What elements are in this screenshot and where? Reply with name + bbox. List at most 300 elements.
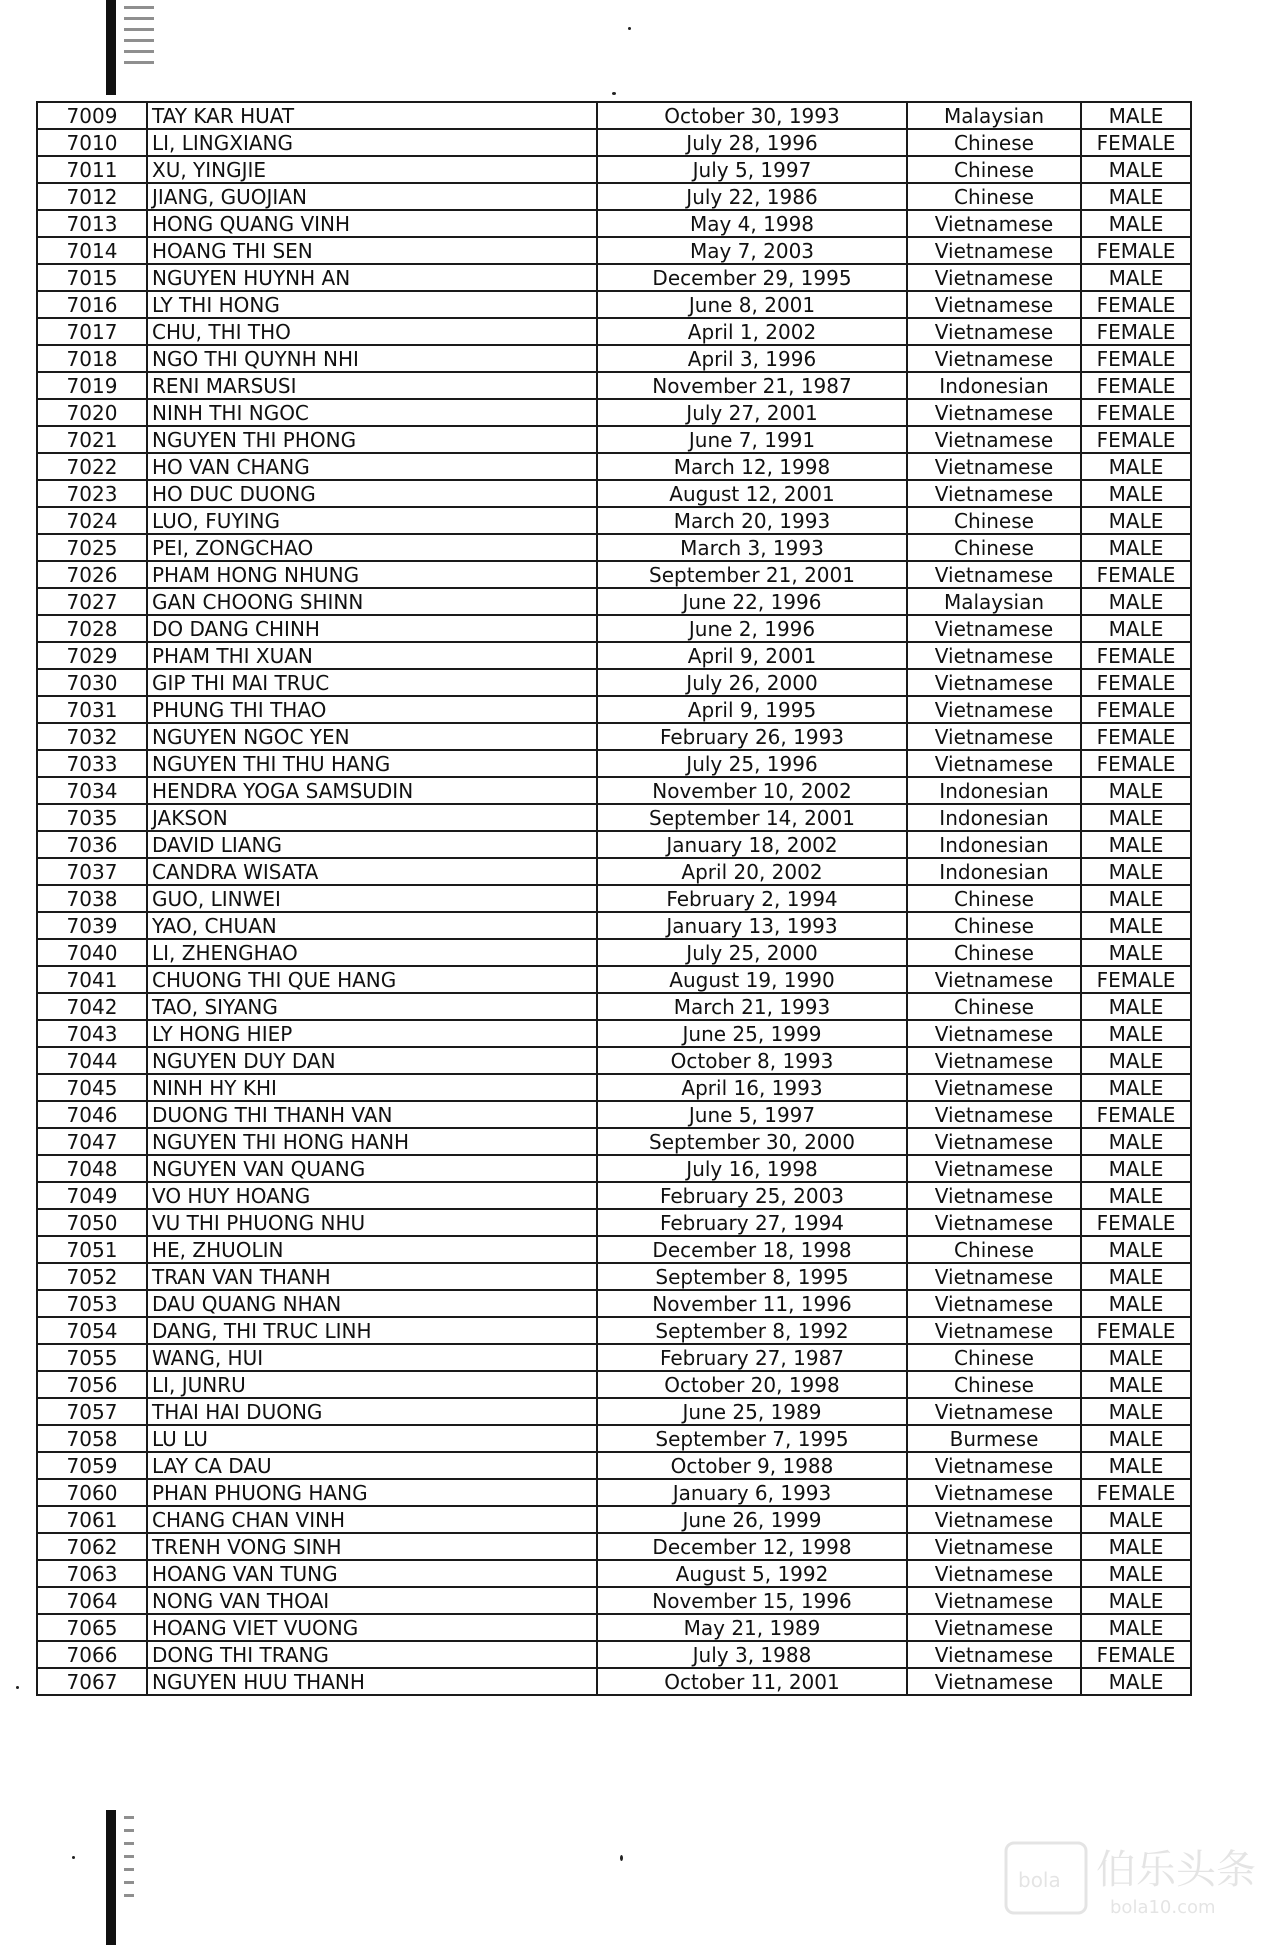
person-name-cell: LUO, FUYING: [147, 507, 597, 534]
person-name-cell: NGUYEN DUY DAN: [147, 1047, 597, 1074]
nationality-cell: Malaysian: [907, 588, 1081, 615]
person-id-cell: 7018: [37, 345, 147, 372]
table-row: [37, 939, 1191, 966]
gender-cell: FEMALE: [1081, 966, 1191, 993]
binder-mark-top: [106, 0, 116, 95]
person-name-cell: DUONG THI THANH VAN: [147, 1101, 597, 1128]
nationality-cell: Chinese: [907, 534, 1081, 561]
person-name-cell: THAI HAI DUONG: [147, 1398, 597, 1425]
nationality-cell: Chinese: [907, 993, 1081, 1020]
gender-cell: MALE: [1081, 1047, 1191, 1074]
nationality-cell: Vietnamese: [907, 1128, 1081, 1155]
person-name-cell: RENI MARSUSI: [147, 372, 597, 399]
person-name-cell: HO VAN CHANG: [147, 453, 597, 480]
gender-cell: FEMALE: [1081, 1641, 1191, 1668]
nationality-cell: Vietnamese: [907, 1209, 1081, 1236]
date-of-birth-cell: July 27, 2001: [597, 399, 907, 426]
nationality-cell: Vietnamese: [907, 1560, 1081, 1587]
gender-cell: FEMALE: [1081, 696, 1191, 723]
date-of-birth-cell: November 15, 1996: [597, 1587, 907, 1614]
person-name-cell: HO DUC DUONG: [147, 480, 597, 507]
nationality-cell: Chinese: [907, 885, 1081, 912]
person-id-cell: 7014: [37, 237, 147, 264]
date-of-birth-cell: June 25, 1989: [597, 1398, 907, 1425]
person-name-cell: JIANG, GUOJIAN: [147, 183, 597, 210]
binder-mark-bottom: [106, 1810, 116, 1945]
gender-cell: MALE: [1081, 264, 1191, 291]
person-name-cell: HONG QUANG VINH: [147, 210, 597, 237]
nationality-cell: Vietnamese: [907, 1074, 1081, 1101]
nationality-cell: Vietnamese: [907, 1155, 1081, 1182]
person-name-cell: DAU QUANG NHAN: [147, 1290, 597, 1317]
gender-cell: FEMALE: [1081, 426, 1191, 453]
person-name-cell: LI, JUNRU: [147, 1371, 597, 1398]
gender-cell: MALE: [1081, 993, 1191, 1020]
watermark-url: bola10.com: [1110, 1897, 1216, 1918]
person-id-cell: 7030: [37, 669, 147, 696]
person-name-cell: VO HUY HOANG: [147, 1182, 597, 1209]
nationality-cell: Vietnamese: [907, 642, 1081, 669]
date-of-birth-cell: June 25, 1999: [597, 1020, 907, 1047]
nationality-cell: Vietnamese: [907, 669, 1081, 696]
nationality-cell: Indonesian: [907, 804, 1081, 831]
date-of-birth-cell: October 9, 1988: [597, 1452, 907, 1479]
nationality-cell: Chinese: [907, 939, 1081, 966]
person-id-cell: 7040: [37, 939, 147, 966]
date-of-birth-cell: January 13, 1993: [597, 912, 907, 939]
gender-cell: MALE: [1081, 453, 1191, 480]
person-id-cell: 7037: [37, 858, 147, 885]
table-row: [37, 183, 1191, 210]
table-row: [37, 1155, 1191, 1182]
person-id-cell: 7042: [37, 993, 147, 1020]
gender-cell: FEMALE: [1081, 291, 1191, 318]
date-of-birth-cell: September 8, 1992: [597, 1317, 907, 1344]
nationality-cell: Vietnamese: [907, 696, 1081, 723]
person-id-cell: 7056: [37, 1371, 147, 1398]
gender-cell: MALE: [1081, 1506, 1191, 1533]
person-id-cell: 7012: [37, 183, 147, 210]
date-of-birth-cell: July 28, 1996: [597, 129, 907, 156]
person-id-cell: 7044: [37, 1047, 147, 1074]
gender-cell: FEMALE: [1081, 399, 1191, 426]
table-row: [37, 1209, 1191, 1236]
table-row: [37, 102, 1191, 129]
person-id-cell: 7029: [37, 642, 147, 669]
nationality-cell: Vietnamese: [907, 1101, 1081, 1128]
gender-cell: FEMALE: [1081, 561, 1191, 588]
table-row: [37, 1128, 1191, 1155]
nationality-cell: Vietnamese: [907, 1533, 1081, 1560]
date-of-birth-cell: November 11, 1996: [597, 1290, 907, 1317]
nationality-cell: Chinese: [907, 1371, 1081, 1398]
person-name-cell: LY HONG HIEP: [147, 1020, 597, 1047]
table-row: [37, 1263, 1191, 1290]
table-row: [37, 1587, 1191, 1614]
table-row: [37, 399, 1191, 426]
gender-cell: MALE: [1081, 1452, 1191, 1479]
person-name-cell: NGUYEN THI HONG HANH: [147, 1128, 597, 1155]
person-id-cell: 7020: [37, 399, 147, 426]
date-of-birth-cell: July 16, 1998: [597, 1155, 907, 1182]
nationality-cell: Malaysian: [907, 102, 1081, 129]
scan-speck: [628, 27, 631, 30]
person-id-cell: 7054: [37, 1317, 147, 1344]
person-id-cell: 7052: [37, 1263, 147, 1290]
nationality-cell: Vietnamese: [907, 1506, 1081, 1533]
date-of-birth-cell: July 5, 1997: [597, 156, 907, 183]
gender-cell: MALE: [1081, 1398, 1191, 1425]
gender-cell: FEMALE: [1081, 1101, 1191, 1128]
date-of-birth-cell: March 20, 1993: [597, 507, 907, 534]
gender-cell: MALE: [1081, 1290, 1191, 1317]
person-id-cell: 7025: [37, 534, 147, 561]
table-row: [37, 1182, 1191, 1209]
person-name-cell: LY THI HONG: [147, 291, 597, 318]
person-name-cell: HENDRA YOGA SAMSUDIN: [147, 777, 597, 804]
person-name-cell: NGUYEN THI PHONG: [147, 426, 597, 453]
scan-speck: [72, 1856, 75, 1859]
nationality-cell: Vietnamese: [907, 1587, 1081, 1614]
date-of-birth-cell: September 7, 1995: [597, 1425, 907, 1452]
person-name-cell: NGUYEN HUU THANH: [147, 1668, 597, 1695]
scan-speck: [620, 1855, 623, 1861]
person-name-cell: LU LU: [147, 1425, 597, 1452]
gender-cell: MALE: [1081, 1155, 1191, 1182]
gender-cell: MALE: [1081, 1560, 1191, 1587]
gender-cell: FEMALE: [1081, 372, 1191, 399]
date-of-birth-cell: March 21, 1993: [597, 993, 907, 1020]
nationality-cell: Vietnamese: [907, 480, 1081, 507]
date-of-birth-cell: February 27, 1987: [597, 1344, 907, 1371]
watermark-logo: [1000, 1835, 1270, 1920]
table-row: [37, 831, 1191, 858]
person-name-cell: CHUONG THI QUE HANG: [147, 966, 597, 993]
scan-speck: [16, 1686, 19, 1689]
person-id-cell: 7034: [37, 777, 147, 804]
person-id-cell: 7028: [37, 615, 147, 642]
date-of-birth-cell: January 6, 1993: [597, 1479, 907, 1506]
table-row: [37, 1317, 1191, 1344]
person-name-cell: TAY KAR HUAT: [147, 102, 597, 129]
person-id-cell: 7051: [37, 1236, 147, 1263]
table-row: [37, 480, 1191, 507]
person-name-cell: PEI, ZONGCHAO: [147, 534, 597, 561]
table-row: [37, 642, 1191, 669]
table-row: [37, 1452, 1191, 1479]
person-id-cell: 7064: [37, 1587, 147, 1614]
table-row: [37, 1479, 1191, 1506]
gender-cell: MALE: [1081, 804, 1191, 831]
nationality-cell: Chinese: [907, 156, 1081, 183]
date-of-birth-cell: October 30, 1993: [597, 102, 907, 129]
date-of-birth-cell: April 1, 2002: [597, 318, 907, 345]
person-id-cell: 7017: [37, 318, 147, 345]
table-row: [37, 885, 1191, 912]
nationality-cell: Vietnamese: [907, 453, 1081, 480]
table-row: [37, 1344, 1191, 1371]
table-row: [37, 561, 1191, 588]
gender-cell: MALE: [1081, 1182, 1191, 1209]
gender-cell: FEMALE: [1081, 642, 1191, 669]
date-of-birth-cell: July 22, 1986: [597, 183, 907, 210]
date-of-birth-cell: May 21, 1989: [597, 1614, 907, 1641]
binder-ticks-bottom: [124, 1816, 134, 1906]
nationality-cell: Vietnamese: [907, 1020, 1081, 1047]
person-name-cell: HOANG THI SEN: [147, 237, 597, 264]
gender-cell: MALE: [1081, 831, 1191, 858]
person-id-cell: 7013: [37, 210, 147, 237]
person-name-cell: CHANG CHAN VINH: [147, 1506, 597, 1533]
person-id-cell: 7031: [37, 696, 147, 723]
table-row: [37, 858, 1191, 885]
date-of-birth-cell: June 5, 1997: [597, 1101, 907, 1128]
table-row: [37, 615, 1191, 642]
table-row: [37, 1101, 1191, 1128]
person-id-cell: 7015: [37, 264, 147, 291]
person-id-cell: 7063: [37, 1560, 147, 1587]
gender-cell: MALE: [1081, 939, 1191, 966]
gender-cell: FEMALE: [1081, 129, 1191, 156]
nationality-cell: Indonesian: [907, 858, 1081, 885]
nationality-cell: Vietnamese: [907, 1047, 1081, 1074]
date-of-birth-cell: June 8, 2001: [597, 291, 907, 318]
person-name-cell: CANDRA WISATA: [147, 858, 597, 885]
gender-cell: MALE: [1081, 480, 1191, 507]
date-of-birth-cell: August 12, 2001: [597, 480, 907, 507]
table-row: [37, 1668, 1191, 1695]
date-of-birth-cell: April 9, 1995: [597, 696, 907, 723]
person-name-cell: TRENH VONG SINH: [147, 1533, 597, 1560]
person-id-cell: 7016: [37, 291, 147, 318]
nationality-cell: Vietnamese: [907, 561, 1081, 588]
table-row: [37, 750, 1191, 777]
person-id-cell: 7041: [37, 966, 147, 993]
table-row: [37, 156, 1191, 183]
nationality-cell: Indonesian: [907, 372, 1081, 399]
person-id-cell: 7009: [37, 102, 147, 129]
date-of-birth-cell: October 20, 1998: [597, 1371, 907, 1398]
gender-cell: MALE: [1081, 1668, 1191, 1695]
gender-cell: FEMALE: [1081, 723, 1191, 750]
date-of-birth-cell: July 26, 2000: [597, 669, 907, 696]
gender-cell: MALE: [1081, 1587, 1191, 1614]
person-name-cell: LI, ZHENGHAO: [147, 939, 597, 966]
person-id-cell: 7049: [37, 1182, 147, 1209]
nationality-cell: Vietnamese: [907, 426, 1081, 453]
table-row: [37, 669, 1191, 696]
date-of-birth-cell: May 4, 1998: [597, 210, 907, 237]
table-row: [37, 1614, 1191, 1641]
person-id-cell: 7065: [37, 1614, 147, 1641]
person-name-cell: NONG VAN THOAI: [147, 1587, 597, 1614]
scan-speck: [612, 92, 616, 95]
person-name-cell: GAN CHOONG SHINN: [147, 588, 597, 615]
date-of-birth-cell: February 2, 1994: [597, 885, 907, 912]
nationality-cell: Chinese: [907, 129, 1081, 156]
table-row: [37, 1398, 1191, 1425]
roster-table: [36, 101, 1192, 1696]
nationality-cell: Vietnamese: [907, 966, 1081, 993]
gender-cell: MALE: [1081, 1425, 1191, 1452]
person-name-cell: DO DANG CHINH: [147, 615, 597, 642]
gender-cell: FEMALE: [1081, 1317, 1191, 1344]
date-of-birth-cell: June 22, 1996: [597, 588, 907, 615]
person-id-cell: 7055: [37, 1344, 147, 1371]
person-id-cell: 7026: [37, 561, 147, 588]
date-of-birth-cell: April 20, 2002: [597, 858, 907, 885]
person-id-cell: 7032: [37, 723, 147, 750]
person-name-cell: NINH HY KHI: [147, 1074, 597, 1101]
person-id-cell: 7035: [37, 804, 147, 831]
date-of-birth-cell: March 3, 1993: [597, 534, 907, 561]
gender-cell: MALE: [1081, 777, 1191, 804]
nationality-cell: Vietnamese: [907, 1290, 1081, 1317]
person-id-cell: 7061: [37, 1506, 147, 1533]
nationality-cell: Vietnamese: [907, 1668, 1081, 1695]
gender-cell: MALE: [1081, 1074, 1191, 1101]
date-of-birth-cell: June 7, 1991: [597, 426, 907, 453]
nationality-cell: Chinese: [907, 507, 1081, 534]
table-row: [37, 129, 1191, 156]
date-of-birth-cell: October 8, 1993: [597, 1047, 907, 1074]
gender-cell: MALE: [1081, 588, 1191, 615]
nationality-cell: Burmese: [907, 1425, 1081, 1452]
person-name-cell: NINH THI NGOC: [147, 399, 597, 426]
date-of-birth-cell: September 30, 2000: [597, 1128, 907, 1155]
table-row: [37, 453, 1191, 480]
nationality-cell: Vietnamese: [907, 750, 1081, 777]
date-of-birth-cell: March 12, 1998: [597, 453, 907, 480]
person-id-cell: 7048: [37, 1155, 147, 1182]
gender-cell: FEMALE: [1081, 1479, 1191, 1506]
person-id-cell: 7043: [37, 1020, 147, 1047]
person-name-cell: VU THI PHUONG NHU: [147, 1209, 597, 1236]
gender-cell: MALE: [1081, 1236, 1191, 1263]
gender-cell: MALE: [1081, 156, 1191, 183]
table-row: [37, 993, 1191, 1020]
person-name-cell: TRAN VAN THANH: [147, 1263, 597, 1290]
date-of-birth-cell: November 21, 1987: [597, 372, 907, 399]
date-of-birth-cell: June 26, 1999: [597, 1506, 907, 1533]
person-id-cell: 7045: [37, 1074, 147, 1101]
person-name-cell: NGUYEN NGOC YEN: [147, 723, 597, 750]
table-row: [37, 912, 1191, 939]
person-id-cell: 7033: [37, 750, 147, 777]
gender-cell: MALE: [1081, 507, 1191, 534]
watermark-latin: bola: [1018, 1868, 1061, 1892]
nationality-cell: Vietnamese: [907, 345, 1081, 372]
date-of-birth-cell: September 8, 1995: [597, 1263, 907, 1290]
person-name-cell: PHAN PHUONG HANG: [147, 1479, 597, 1506]
date-of-birth-cell: February 26, 1993: [597, 723, 907, 750]
gender-cell: MALE: [1081, 1128, 1191, 1155]
table-row: [37, 966, 1191, 993]
person-name-cell: YAO, CHUAN: [147, 912, 597, 939]
table-row: [37, 588, 1191, 615]
person-name-cell: HOANG VIET VUONG: [147, 1614, 597, 1641]
person-id-cell: 7058: [37, 1425, 147, 1452]
person-id-cell: 7060: [37, 1479, 147, 1506]
nationality-cell: Chinese: [907, 183, 1081, 210]
date-of-birth-cell: December 18, 1998: [597, 1236, 907, 1263]
table-row: [37, 723, 1191, 750]
nationality-cell: Vietnamese: [907, 318, 1081, 345]
person-id-cell: 7038: [37, 885, 147, 912]
gender-cell: MALE: [1081, 102, 1191, 129]
date-of-birth-cell: May 7, 2003: [597, 237, 907, 264]
nationality-cell: Vietnamese: [907, 264, 1081, 291]
gender-cell: MALE: [1081, 858, 1191, 885]
date-of-birth-cell: February 27, 1994: [597, 1209, 907, 1236]
person-name-cell: PHAM THI XUAN: [147, 642, 597, 669]
date-of-birth-cell: December 29, 1995: [597, 264, 907, 291]
date-of-birth-cell: July 3, 1988: [597, 1641, 907, 1668]
person-id-cell: 7057: [37, 1398, 147, 1425]
person-id-cell: 7024: [37, 507, 147, 534]
person-name-cell: WANG, HUI: [147, 1344, 597, 1371]
person-id-cell: 7066: [37, 1641, 147, 1668]
table-row: [37, 1533, 1191, 1560]
person-name-cell: NGUYEN VAN QUANG: [147, 1155, 597, 1182]
person-id-cell: 7011: [37, 156, 147, 183]
person-id-cell: 7059: [37, 1452, 147, 1479]
gender-cell: MALE: [1081, 912, 1191, 939]
table-row: [37, 1641, 1191, 1668]
person-name-cell: PHAM HONG NHUNG: [147, 561, 597, 588]
table-row: [37, 1506, 1191, 1533]
nationality-cell: Vietnamese: [907, 1641, 1081, 1668]
person-name-cell: LAY CA DAU: [147, 1452, 597, 1479]
table-row: [37, 1425, 1191, 1452]
nationality-cell: Vietnamese: [907, 1479, 1081, 1506]
person-id-cell: 7047: [37, 1128, 147, 1155]
date-of-birth-cell: September 21, 2001: [597, 561, 907, 588]
gender-cell: MALE: [1081, 1263, 1191, 1290]
date-of-birth-cell: November 10, 2002: [597, 777, 907, 804]
date-of-birth-cell: August 5, 1992: [597, 1560, 907, 1587]
table-row: [37, 777, 1191, 804]
gender-cell: MALE: [1081, 183, 1191, 210]
table-row: [37, 345, 1191, 372]
table-row: [37, 291, 1191, 318]
person-id-cell: 7039: [37, 912, 147, 939]
person-id-cell: 7023: [37, 480, 147, 507]
person-name-cell: XU, YINGJIE: [147, 156, 597, 183]
nationality-cell: Vietnamese: [907, 1263, 1081, 1290]
person-id-cell: 7067: [37, 1668, 147, 1695]
gender-cell: MALE: [1081, 534, 1191, 561]
table-row: [37, 318, 1191, 345]
table-row: [37, 372, 1191, 399]
person-name-cell: DANG, THI TRUC LINH: [147, 1317, 597, 1344]
table-row: [37, 1047, 1191, 1074]
table-row: [37, 696, 1191, 723]
gender-cell: FEMALE: [1081, 318, 1191, 345]
table-row: [37, 1236, 1191, 1263]
gender-cell: MALE: [1081, 615, 1191, 642]
person-id-cell: 7062: [37, 1533, 147, 1560]
date-of-birth-cell: June 2, 1996: [597, 615, 907, 642]
nationality-cell: Vietnamese: [907, 1182, 1081, 1209]
nationality-cell: Vietnamese: [907, 1614, 1081, 1641]
person-id-cell: 7050: [37, 1209, 147, 1236]
date-of-birth-cell: December 12, 1998: [597, 1533, 907, 1560]
table-row: [37, 507, 1191, 534]
person-id-cell: 7022: [37, 453, 147, 480]
date-of-birth-cell: October 11, 2001: [597, 1668, 907, 1695]
nationality-cell: Vietnamese: [907, 210, 1081, 237]
